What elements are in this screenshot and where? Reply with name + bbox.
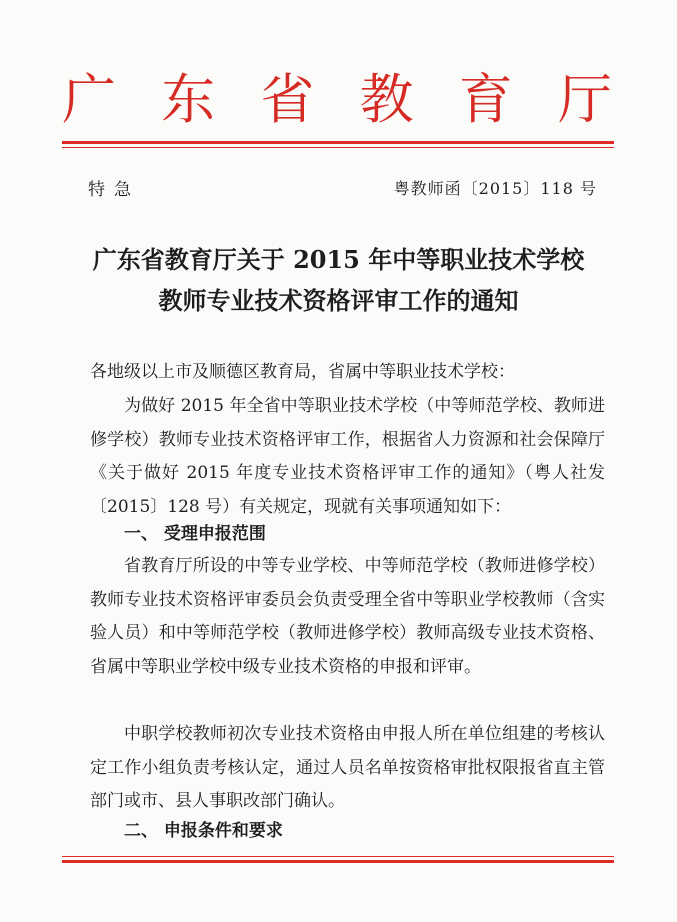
urgency-label: 特急 (88, 180, 140, 200)
authority-char-2: 东 (161, 68, 216, 131)
document-title-line-2: 教师专业技术资格评审工作的通知 (158, 286, 519, 315)
section-1-heading: 一、 受理申报范围 (124, 524, 266, 544)
header-rule-thick (62, 141, 614, 144)
authority-char-5: 育 (458, 68, 513, 131)
issuing-authority-title (62, 68, 612, 132)
footer-rule-thick (62, 860, 614, 863)
authority-char-1: 广 (62, 68, 116, 131)
document-number: 粤教师函〔2015〕118 号 (393, 179, 597, 198)
section-2-heading: 二、 申报条件和要求 (124, 821, 283, 841)
intro-paragraph: 为做好 2015 年全省中等职业技术学校（中等师范学校、教师进修学校）教师专业技术资格评审工作，根据省人力资源和社会保障厅《关于做好 2015 年度专业技术资格评审工作的通知》（粤人社发〔2015〕128 号）有关规定，现就有关事项通知如下： (90, 396, 605, 517)
authority-char-6: 厅 (557, 68, 612, 131)
footer-rule-thin (62, 856, 614, 857)
document-title-line-1: 广东省教育厅关于 2015 年中等职业技术学校 (92, 245, 585, 274)
authority-char-4: 教 (359, 68, 414, 131)
section-1-paragraph-2: 中职学校教师初次专业技术资格由申报人所在单位组建的考核认定工作小组负责考核认定，通过人员名单按资格审批权限报省直主管部门或市、县人事职改部门确认。 (90, 724, 605, 811)
section-1-paragraph-1: 省教育厅所设的中等专业学校、中等师范学校（教师进修学校）教师专业技术资格评审委员会负责受理全省中等职业学校教师（含实验人员）和中等师范学校（教师进修学校）教师高级专业技术资格、省属中等职业学校中级专业技术资格的申报和评审。 (90, 556, 605, 677)
addressee-line: 各地级以上市及顺德区教育局，省属中等职业技术学校： (90, 362, 515, 382)
header-rule-thin (62, 147, 614, 148)
authority-char-3: 省 (260, 68, 315, 131)
